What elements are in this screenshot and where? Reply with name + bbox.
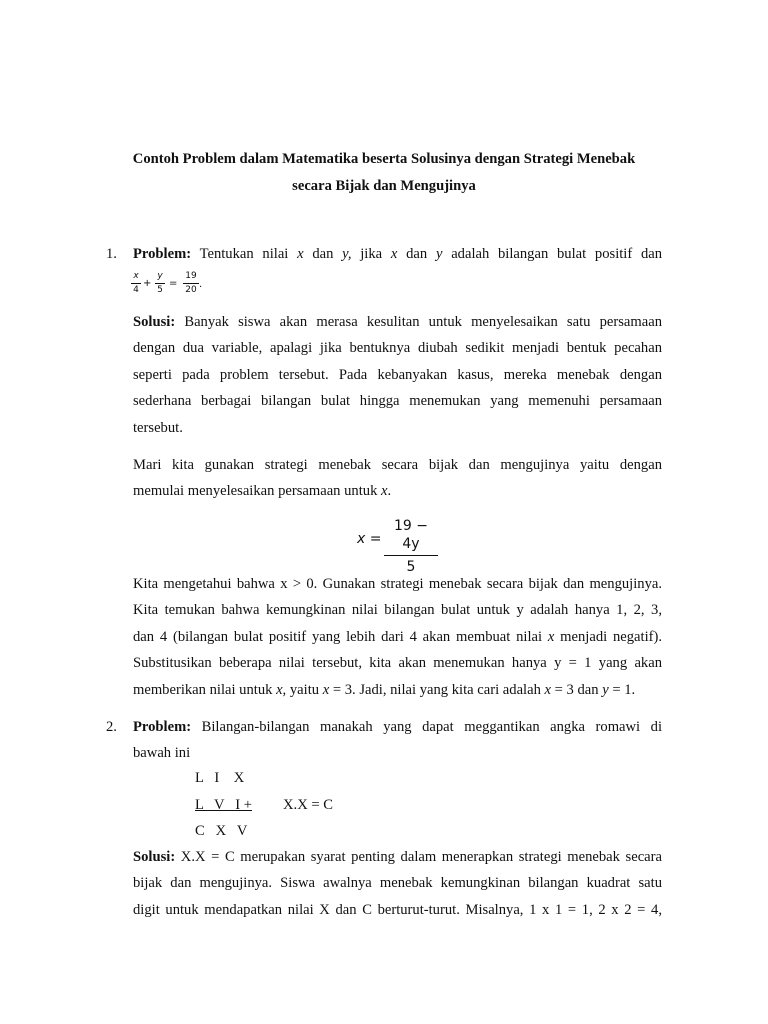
fraction-x-over-4: x 4 (131, 271, 141, 296)
item-1-number: 1. (106, 246, 117, 262)
strategy-line: memulai menyelesaikan persamaan untuk x. (133, 483, 392, 500)
item-1-strategy-intro (133, 452, 662, 505)
solusi-label: Solusi: (133, 849, 176, 865)
strategy-line: Mari kita gunakan strategi menebak secara bijak dan mengujinya yaitu dengan (133, 457, 662, 473)
item-2-problem (133, 714, 662, 767)
item-1-problem-line-1: Problem: Tentukan nilai x dan y, jika x dan y adalah bilangan bulat positif dan (133, 246, 663, 262)
equals-sign: = (169, 278, 178, 289)
solution-line: seperti pada problem tersebut. Pada kebanyakan kasus, mereka menebak dengan (133, 366, 662, 383)
fraction-19-over-20: 19 20 (183, 271, 199, 296)
item-1-problem (133, 241, 662, 267)
solusi-label: Solusi: (133, 314, 176, 330)
solution-line: dengan dua variable, apalagi jika bentuknya diubah sedikit menjadi bentuk pecahan (133, 340, 662, 357)
item-2-problem-line-2: bawah ini (133, 745, 191, 762)
solution-line: digit untuk mendapatkan nilai X dan C berturut-turut. Misalnya, 1 x 1 = 1, 2 x 2 = 4, (133, 901, 662, 918)
item-1-explanation (133, 571, 662, 703)
roman-row-3: C X V (195, 823, 248, 839)
explanation-line: Kita mengetahui bahwa x > 0. Gunakan strategi menebak secara bijak dan mengujinya. (133, 576, 662, 592)
problem-label: Problem: (133, 719, 192, 735)
solution-line: tersebut. (133, 419, 183, 436)
item-2-number: 2. (106, 719, 117, 735)
solution-line: sederhana berbagai bilangan bulat hingga menemukan yang memenuhi persamaan (133, 393, 662, 410)
item-2-solution (133, 844, 662, 923)
roman-row-2: L V I + (195, 797, 253, 813)
solution-line: bijak dan mengujinya. Siswa awalnya menebak kemungkinan bilangan kuadrat satu (133, 875, 662, 892)
formula-lhs: x = (357, 531, 382, 547)
roman-condition: X.X = C (283, 797, 333, 813)
document-title-line-1: Contoh Problem dalam Matematika beserta Solusinya dengan Strategi Menebak (132, 151, 636, 167)
formula-fraction (384, 517, 438, 576)
equation-period: . (199, 279, 203, 290)
document-title-line-2: secara Bijak dan Mengujinya (292, 178, 476, 194)
explanation-line: dan 4 (bilangan bulat positif yang lebih dari 4 akan membuat nilai x menjadi negatif). (133, 628, 663, 645)
item-2-problem-line-1: Problem: Bilangan-bilangan manakah yang dapat meggantikan angka romawi di (133, 719, 662, 735)
explanation-line: Substitusikan beberapa nilai tersebut, kita akan menemukan hanya y = 1 yang akan (133, 655, 662, 672)
problem-label: Problem: (133, 246, 192, 262)
explanation-line: Kita temukan bahwa kemungkinan nilai bilangan bulat untuk y adalah hanya 1, 2, 3, (133, 602, 662, 619)
formula-denominator: 5 (406, 559, 416, 575)
fraction-y-over-5: y 5 (155, 271, 165, 296)
solution-line: Solusi: Banyak siswa akan merasa kesulitan untuk menyelesaikan satu persamaan (133, 314, 662, 330)
item-1-solution (133, 309, 662, 441)
plus-sign: + (143, 278, 152, 289)
formula-numerator: 19 − 4y (394, 518, 428, 552)
solution-line: Solusi: X.X = C merupakan syarat penting dalam menerapkan strategi menebak secara (133, 849, 662, 865)
explanation-line: memberikan nilai untuk x, yaitu x = 3. Jadi, nilai yang kita cari adalah x = 3 dan y = 1. (133, 681, 636, 698)
roman-row-1: L I X (195, 770, 245, 786)
